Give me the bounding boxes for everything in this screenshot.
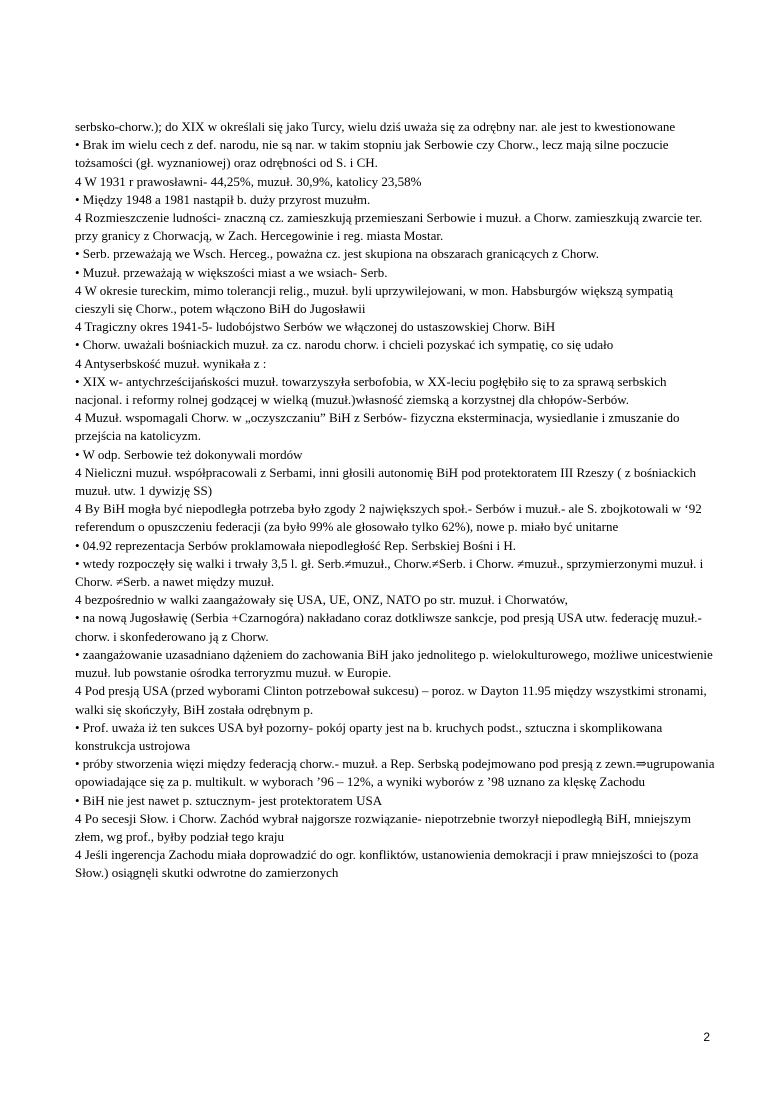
- paragraph: 4 Muzuł. wspomagali Chorw. w „oczyszczaniu” BiH z Serbów- fizyczna eksterminacja, wysiedlanie i zmuszanie do przejścia na katolicyzm.: [75, 410, 680, 444]
- paragraph: • na nową Jugosławię (Serbia +Czarnogóra) nakładano coraz dotkliwsze sankcje, pod presją USA utw. federację muzuł.-chorw. i skonfederowano ją z Chorw.: [75, 610, 702, 644]
- page-number: 2: [703, 1030, 710, 1044]
- paragraph: 4 By BiH mogła być niepodległa potrzeba było zgody 2 największych społ.- Serbów i muzuł.- ale S. zbojkotowali w ‘92 referendum o opuszczeniu federacji (za było 99% ale głosowało tylko 62%), nowe p. miało być unitarne: [75, 501, 702, 535]
- paragraph: • XIX w- antychrześcijańskości muzuł. towarzyszyła serbofobia, w XX-leciu pogłębiło się to za sprawą serbskich nacjonal. i reformy rolnej godzącej w wielką (muzuł.)własność ziemską a korzystnej dla chłopów-Serbów.: [75, 373, 667, 408]
- paragraph: • Muzuł. przeważają w większości miast a we wsiach- Serb.: [75, 264, 388, 280]
- paragraph: 4 bezpośrednio w walki zaangażowały się USA, UE, ONZ, NATO po str. muzuł. i Chorwatów,: [75, 592, 568, 608]
- paragraph: 4 Antyserbskość muzuł. wynikała z :: [75, 355, 267, 371]
- paragraph: • 04.92 reprezentacja Serbów proklamowała niepodległość Rep. Serbskiej Bośni i H.: [75, 537, 517, 553]
- paragraph: • wtedy rozpoczęły się walki i trwały 3,5 l. gł. Serb.≠muzuł., Chorw.≠Serb. i Chorw. ≠muzuł., sprzymierzonymi muzuł. i Chorw. ≠Serb. a nawet między muzuł.: [75, 555, 704, 590]
- paragraph: • Serb. przeważają we Wsch. Herceg., poważna cz. jest skupiona na obszarach granicących z Chorw.: [75, 246, 599, 262]
- paragraph: 4 Rozmieszczenie ludności- znaczną cz. zamieszkują przemieszani Serbowie i muzuł. a Chorw. zamieszkują zwarcie ter. przy granicy z Chorwacją, w Zach. Hercegowinie i reg. miasta Mostar.: [75, 210, 703, 244]
- paragraph: • próby stworzenia więzi między federacją chorw.- muzuł. a Rep. Serbską podejmowano pod presją z zewn.⇒ugrupowania opowiadające się za p. multikult. w wyborach ’96 – 12%, a wyniki wyborów z ’98 uznano za klęskę Zachodu: [75, 756, 715, 790]
- paragraph: 4 Jeśli ingerencja Zachodu miała doprowadzić do ogr. konfliktów, ustanowienia demokracji i praw mniejszości to (poza Słow.) osiągnęli skutki odwrotne do zamierzonych: [75, 847, 699, 881]
- paragraph: • BiH nie jest nawet p. sztucznym- jest protektoratem USA: [75, 792, 383, 808]
- paragraph: 4 Tragiczny okres 1941-5- ludobójstwo Serbów we włączonej do ustaszowskiej Chorw. BiH: [75, 319, 556, 335]
- paragraph: serbsko-chorw.); do XIX w określali się jako Turcy, wielu dziś uważa się za odrębny nar. ale jest to kwestionowane: [75, 119, 676, 134]
- paragraph: 4 W 1931 r prawosławni- 44,25%, muzuł. 30,9%, katolicy 23,58%: [75, 173, 422, 189]
- paragraph: • zaangażowanie uzasadniano dążeniem do zachowania BiH jako jednolitego p. wielokulturowego, możliwe unicestwienie muzuł. lub powstanie ośrodka terroryzmu muzuł. w Europie.: [75, 646, 713, 681]
- paragraph: 4 Pod presją USA (przed wyborami Clinton potrzebował sukcesu) – poroz. w Dayton 11.95 między wszystkimi stronami, walki się skończyły, BiH została odrębnym p.: [75, 683, 707, 717]
- paragraph: • Prof. uważa iż ten sukces USA był pozorny- pokój oparty jest na b. kruchych podst., sztuczna i skomplikowana konstrukcja ustrojowa: [75, 719, 663, 753]
- paragraph: • W odp. Serbowie też dokonywali mordów: [75, 446, 303, 462]
- paragraph: 4 Po secesji Słow. i Chorw. Zachód wybrał najgorsze rozwiązanie- niepotrzebnie tworzył niepodległą BiH, mniejszym złem, wg prof., byłby podział tego kraju: [75, 810, 692, 844]
- paragraph: • Chorw. uważali bośniackich muzuł. za cz. narodu chorw. i chcieli pozyskać ich sympatię, co się udało: [75, 337, 614, 353]
- paragraph: • Brak im wielu cech z def. narodu, nie są nar. w takim stopniu jak Serbowie czy Chorw., lecz mają silne poczucie tożsamości (gł. wyznaniowej) oraz odrębności od S. i CH.: [75, 137, 669, 171]
- document-body: [75, 118, 715, 883]
- paragraph: 4 Nieliczni muzuł. współpracowali z Serbami, inni głosili autonomię BiH pod protektoratem III Rzeszy ( z bośniackich muzuł. utw. 1 dywizję SS): [75, 464, 696, 499]
- paragraph: • Między 1948 a 1981 nastąpił b. duży przyrost muzułm.: [75, 191, 371, 207]
- paragraph: 4 W okresie tureckim, mimo tolerancji relig., muzuł. byli uprzywilejowani, w mon. Habsburgów większą sympatią cieszyli się Chorw., potem włączono BiH do Jugosławii: [75, 282, 673, 317]
